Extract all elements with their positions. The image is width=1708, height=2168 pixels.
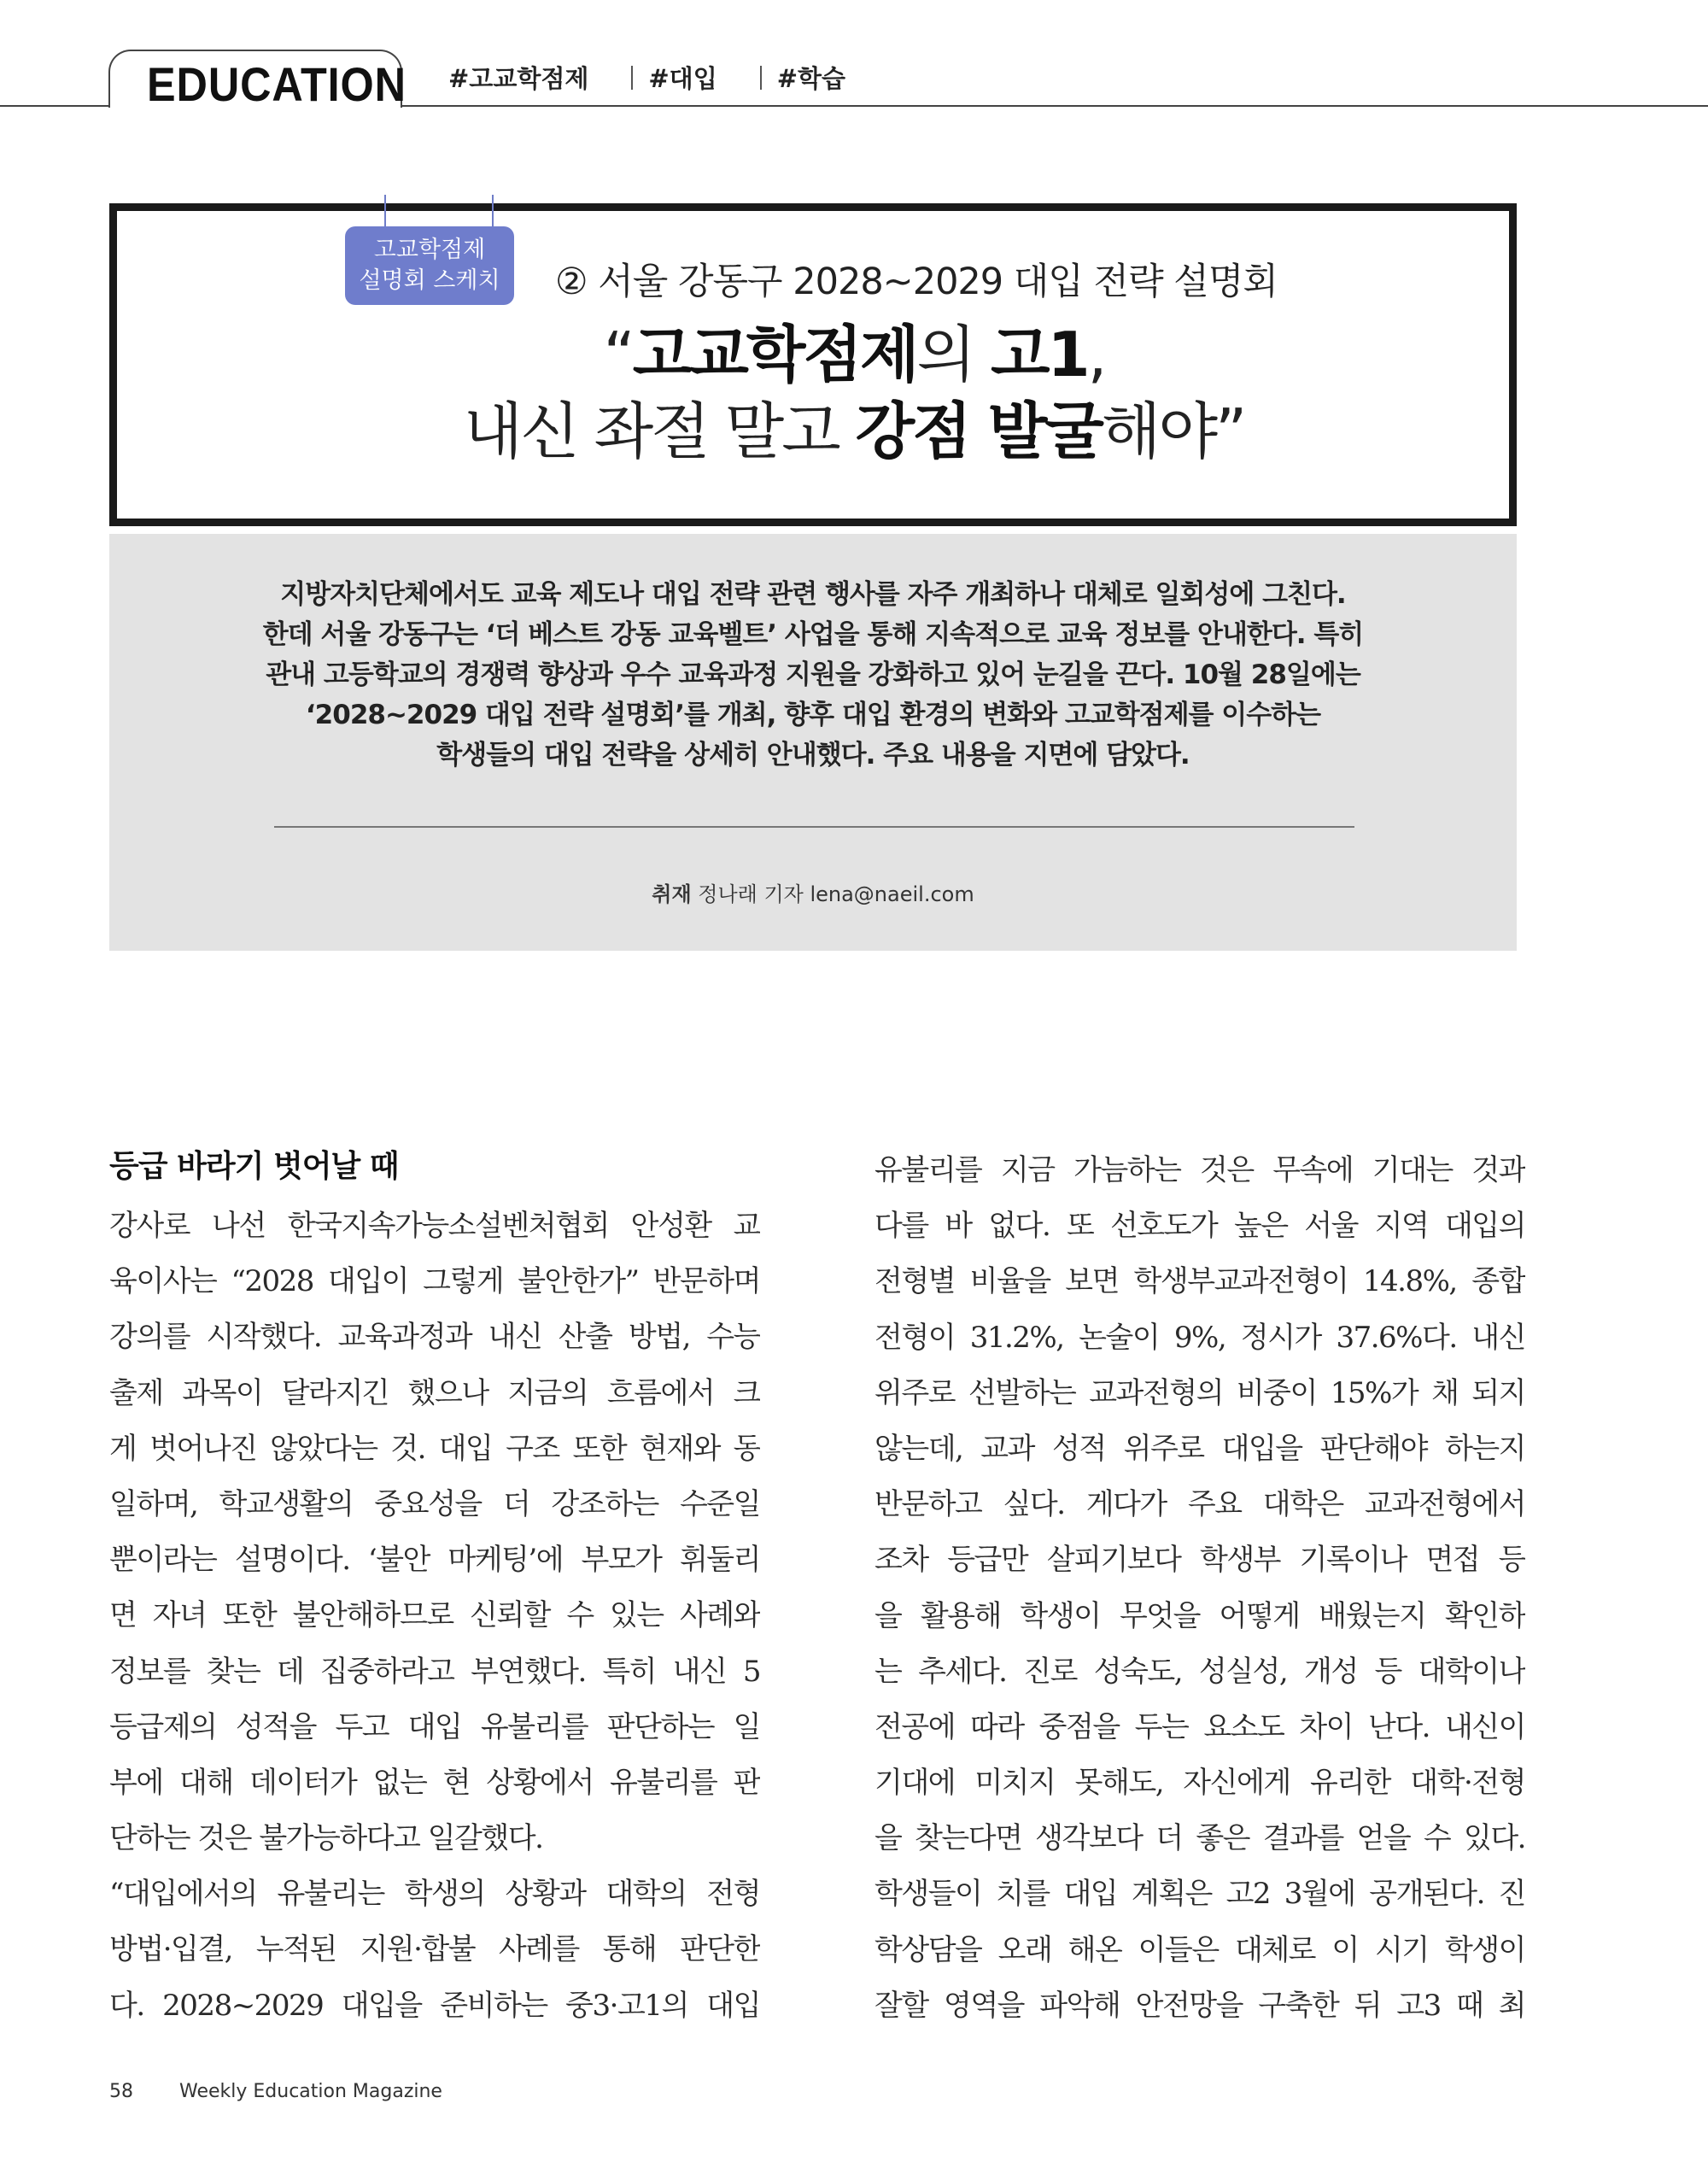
headline-quote-open: “ xyxy=(603,319,633,390)
text-line: 전공에 따라 중점을 두는 요소도 차이 난다. 내신이 xyxy=(874,1709,1525,1744)
text-line: 일하며, 학교생활의 중요성을 더 강조하는 수준일 xyxy=(109,1486,760,1521)
section-heading: 등급 바라기 벗어날 때 xyxy=(109,1149,399,1184)
text-line: 단하는 것은 불가능하다고 일갈했다. xyxy=(109,1821,543,1856)
headline-line-2 xyxy=(0,393,1708,470)
lead-line: 학생들의 대입 전략을 상세히 안내했다. 주요 내용을 지면에 담았다. xyxy=(436,740,1190,771)
text-line: 을 찾는다면 생각보다 더 좋은 결과를 얻을 수 있다. xyxy=(874,1821,1525,1856)
tag-divider xyxy=(760,66,762,90)
article-headline xyxy=(0,316,1708,470)
magazine-name: Weekly Education Magazine xyxy=(179,2081,442,2102)
column-text xyxy=(874,1143,1525,2034)
headline-end: 해야” xyxy=(1101,396,1245,467)
text-line: 기대에 미치지 못해도, 자신에게 유리한 대학·전형 xyxy=(874,1766,1525,1801)
headline-line-1 xyxy=(0,316,1708,393)
text-line: 반문하고 싶다. 게다가 주요 대학은 교과전형에서 xyxy=(874,1487,1525,1522)
headline-light-2: 내신 좌절 말고 xyxy=(463,396,856,467)
lead-line: 관내 고등학교의 경쟁력 향상과 우수 교육과정 지원을 강화하고 있어 눈길을 끈다. 10월 28일에는 xyxy=(266,659,1360,690)
section-label: EDUCATION xyxy=(147,57,407,111)
byline-text: 정나래 기자 lena@naeil.com xyxy=(691,882,974,906)
text-line: 면 자녀 또한 불안해하므로 신뢰할 수 있는 사례와 xyxy=(109,1598,760,1633)
page-footer xyxy=(109,2081,442,2102)
lead-line: 한데 서울 강동구는 ‘더 베스트 강동 교육벨트’ 사업을 통해 지속적으로 교육 정보를 안내한다. 특히 xyxy=(262,619,1364,650)
tag-item: #대입 xyxy=(648,64,717,93)
lead-line: 지방자치단체에서도 교육 제도나 대입 전략 관련 행사를 자주 개최하나 대체로 일회성에 그친다. xyxy=(280,579,1346,610)
headline-bold-3: 강점 발굴 xyxy=(855,396,1102,467)
headline-comma: , xyxy=(1087,319,1105,390)
headline-light-1: 의 xyxy=(916,319,991,390)
text-line: 전형이 31.2%, 논술이 9%, 정시가 37.6%다. 내신 xyxy=(874,1320,1525,1355)
badge-strings xyxy=(384,195,495,229)
text-line: “대입에서의 유불리는 학생의 상황과 대학의 전형 xyxy=(109,1877,760,1912)
text-line: 게 벗어나진 않았다는 것. 대입 구조 또한 현재와 동 xyxy=(109,1431,760,1466)
lead-box xyxy=(109,534,1517,951)
series-badge xyxy=(345,226,514,305)
text-line: 잘할 영역을 파악해 안전망을 구축한 뒤 고3 때 최 xyxy=(874,1988,1525,2023)
text-line: 출제 과목이 달라지긴 했으나 지금의 흐름에서 크 xyxy=(109,1375,760,1410)
page-number: 58 xyxy=(109,2081,133,2102)
text-line: 육이사는 “2028 대입이 그렇게 불안한가” 반문하며 xyxy=(109,1264,760,1299)
text-line: 부에 대해 데이터가 없는 현 상황에서 유불리를 판 xyxy=(109,1765,760,1800)
text-line: 는 추세다. 진로 성숙도, 성실성, 개성 등 대학이나 xyxy=(874,1654,1525,1689)
lead-line: ‘2028~2029 대입 전략 설명회’를 개최, 향후 대입 환경의 변화와 고교학점제를 이수하는 xyxy=(305,700,1321,730)
text-line: 조차 등급만 살피기보다 학생부 기록이나 면접 등 xyxy=(874,1543,1525,1578)
tag-item: #학습 xyxy=(776,64,846,93)
text-line: 등급제의 성적을 두고 대입 유불리를 판단하는 일 xyxy=(109,1709,760,1744)
article-column-left xyxy=(109,1143,760,2034)
byline xyxy=(109,877,1517,907)
article-subtitle: ② 서울 강동구 2028~2029 대입 전략 설명회 xyxy=(555,261,1278,303)
tag-divider xyxy=(631,66,633,90)
text-line: 전형별 비율을 보면 학생부교과전형이 14.8%, 종합 xyxy=(874,1264,1525,1299)
headline-bold-1: 고교학점제 xyxy=(632,319,917,390)
badge-line-1: 고교학점제 xyxy=(373,237,486,263)
text-line: 않는데, 교과 성적 위주로 대입을 판단해야 하는지 xyxy=(874,1431,1525,1466)
tag-list xyxy=(448,60,888,95)
text-line: 다. 2028~2029 대입을 준비하는 중3·고1의 대입 xyxy=(109,1988,760,2023)
text-line: 방법·입결, 누적된 지원·합불 사례를 통해 판단한 xyxy=(109,1932,760,1967)
text-line: 정보를 찾는 데 집중하라고 부연했다. 특히 내신 5 xyxy=(109,1654,760,1689)
text-line: 뿐이라는 설명이다. ‘불안 마케팅’에 부모가 휘둘리 xyxy=(109,1543,760,1578)
byline-label: 취재 xyxy=(652,882,692,906)
text-line: 을 활용해 학생이 무엇을 어떻게 배웠는지 확인하 xyxy=(874,1598,1525,1633)
text-line: 강사로 나선 한국지속가능소설벤처협회 안성환 교 xyxy=(109,1209,760,1243)
column-text xyxy=(109,1198,760,2034)
text-line: 학상담을 오래 해온 이들은 대체로 이 시기 학생이 xyxy=(874,1932,1525,1967)
article-column-right xyxy=(874,1143,1525,2034)
lead-paragraph xyxy=(109,575,1517,776)
badge-line-2: 설명회 스케치 xyxy=(359,267,500,294)
text-line: 다를 바 없다. 또 선호도가 높은 서울 지역 대입의 xyxy=(874,1209,1525,1244)
text-line: 강의를 시작했다. 교육과정과 내신 산출 방법, 수능 xyxy=(109,1320,760,1355)
text-line: 학생들이 치를 대입 계획은 고2 3월에 공개된다. 진 xyxy=(874,1877,1525,1912)
tag-item: #고교학점제 xyxy=(448,64,589,93)
text-line: 위주로 선발하는 교과전형의 비중이 15%가 채 되지 xyxy=(874,1375,1525,1410)
text-line: 유불리를 지금 가늠하는 것은 무속에 기대는 것과 xyxy=(874,1153,1525,1187)
lead-divider xyxy=(274,826,1354,828)
headline-bold-2: 고1 xyxy=(990,319,1088,390)
